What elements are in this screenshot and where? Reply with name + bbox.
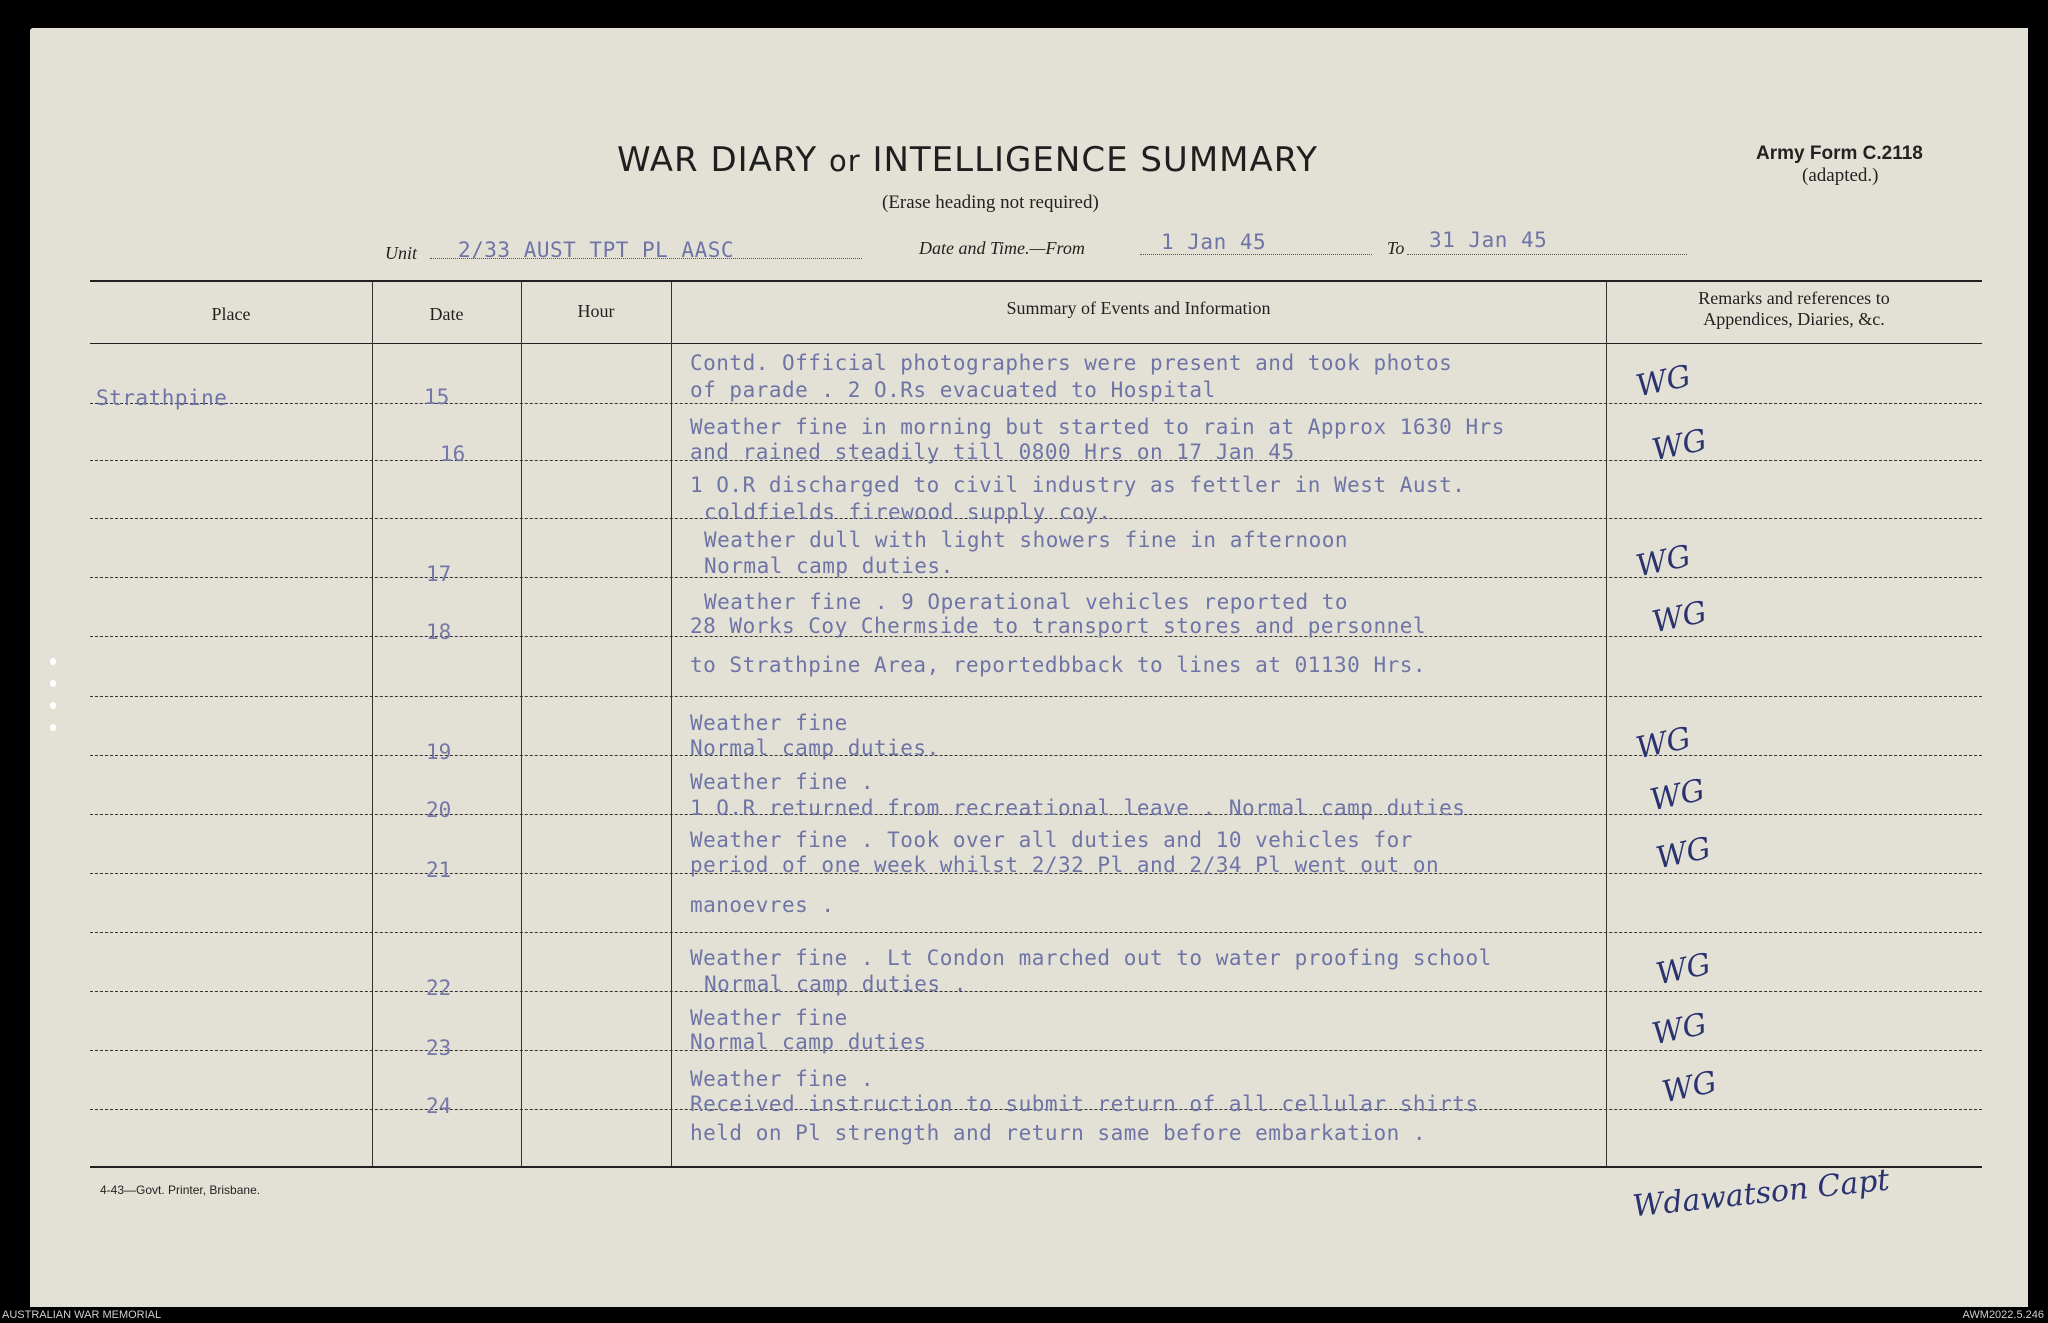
- initials-mark: WG: [1632, 358, 1694, 405]
- from-dotted-line: [1140, 254, 1372, 255]
- unit-label: Unit: [385, 243, 418, 263]
- summary-line: period of one week whilst 2/32 Pl and 2/34 Pl went out on: [690, 853, 1440, 877]
- unit-value: 2/33 AUST TPT PL AASC: [458, 238, 735, 262]
- row-line: [90, 577, 1982, 578]
- date-18: 18: [426, 620, 452, 644]
- to-dotted-line: [1407, 254, 1687, 255]
- war-diary-sheet: [30, 28, 2028, 1307]
- row-line: [90, 932, 1982, 933]
- initials-mark: WG: [1658, 1064, 1720, 1111]
- summary-line: Weather fine in morning but started to rain at Approx 1630 Hrs: [690, 415, 1505, 439]
- from-value: 1 Jan 45: [1161, 230, 1267, 254]
- subtitle: (Erase heading not required): [882, 192, 1099, 213]
- table-top-rule: [90, 280, 1982, 282]
- summary-line: Weather fine: [690, 1006, 848, 1030]
- date-22: 22: [426, 976, 452, 1000]
- date-23: 23: [426, 1036, 452, 1060]
- credit-left: AUSTRALIAN WAR MEMORIAL: [2, 1309, 162, 1321]
- to-value: 31 Jan 45: [1429, 228, 1548, 252]
- date-16: 16: [440, 442, 466, 466]
- date-20: 20: [426, 798, 452, 822]
- signature: Wdawatson Capt: [1630, 1162, 1892, 1225]
- row-line: [90, 403, 1982, 404]
- table-header-rule: [90, 343, 1982, 344]
- title-part-2: INTELLIGENCE SUMMARY: [872, 140, 1318, 180]
- summary-line: 28 Works Coy Chermside to transport stores and personnel: [690, 614, 1427, 638]
- title-part-1: WAR DIARY: [617, 140, 818, 180]
- initials-mark: WG: [1648, 1006, 1710, 1053]
- date-17: 17: [426, 562, 452, 586]
- date-19: 19: [426, 740, 452, 764]
- initials-mark: WG: [1648, 422, 1710, 469]
- col-divider-date: [521, 282, 522, 1166]
- summary-line: Normal camp duties.: [690, 736, 940, 760]
- binding-hole: [50, 658, 56, 665]
- initials-mark: WG: [1646, 772, 1708, 819]
- binding-hole: [50, 680, 56, 687]
- form-note: (adapted.): [1802, 165, 1879, 186]
- summary-line: coldfields firewood supply coy.: [704, 500, 1112, 524]
- col-header-hour: Hour: [577, 301, 615, 321]
- printer-imprint: 4-43—Govt. Printer, Brisbane.: [100, 1183, 261, 1197]
- summary-line: Normal camp duties .: [704, 972, 967, 996]
- form-number: Army Form C.2118: [1756, 143, 1923, 164]
- initials-mark: WG: [1652, 946, 1714, 993]
- summary-line: Weather fine .: [690, 1067, 875, 1091]
- summary-line: Normal camp duties.: [704, 554, 954, 578]
- page-title: [617, 140, 1318, 180]
- summary-line: Weather dull with light showers fine in afternoon: [704, 528, 1349, 552]
- summary-line: Contd. Official photographers were present and took photos: [690, 351, 1453, 375]
- credit-right: AWM2022.5.246: [1962, 1309, 2044, 1321]
- summary-line: Weather fine . 9 Operational vehicles reported to: [704, 590, 1349, 614]
- col-header-date: Date: [429, 304, 464, 324]
- to-label: To: [1387, 238, 1405, 258]
- initials-mark: WG: [1632, 720, 1694, 767]
- summary-line: Normal camp duties: [690, 1030, 927, 1054]
- date-24: 24: [426, 1094, 452, 1118]
- col-header-remarks: [1606, 288, 1982, 330]
- row-line: [90, 696, 1982, 697]
- binding-hole: [50, 724, 56, 731]
- col-header-summary: Summary of Events and Information: [1006, 298, 1271, 318]
- initials-mark: WG: [1652, 830, 1714, 877]
- summary-line: to Strathpine Area, reportedbback to lines at 01130 Hrs.: [690, 653, 1427, 677]
- summary-line: Weather fine .: [690, 770, 875, 794]
- col-header-place: Place: [211, 304, 251, 324]
- summary-line: Weather fine . Lt Condon marched out to water proofing school: [690, 946, 1492, 970]
- remarks-header-line-2: Appendices, Diaries, &c.: [1703, 309, 1885, 329]
- date-15: 15: [424, 385, 450, 409]
- summary-line: Received instruction to submit return of all cellular shirts: [690, 1092, 1479, 1116]
- summary-line: held on Pl strength and return same before embarkation .: [690, 1121, 1427, 1145]
- summary-line: 1 O.R discharged to civil industry as fettler in West Aust.: [690, 473, 1466, 497]
- col-divider-summary: [1606, 282, 1607, 1166]
- summary-line: manoevres .: [690, 893, 835, 917]
- binding-hole: [50, 702, 56, 709]
- table-bottom-rule: [90, 1166, 1982, 1168]
- date-21: 21: [426, 858, 452, 882]
- title-or: or: [828, 144, 861, 178]
- summary-line: Weather fine: [690, 711, 848, 735]
- from-label: Date and Time.—From: [919, 238, 1085, 258]
- summary-line: Weather fine . Took over all duties and 10 vehicles for: [690, 828, 1413, 852]
- summary-line: 1 O.R returned from recreational leave . Normal camp duties: [690, 796, 1466, 820]
- col-divider-place: [372, 282, 373, 1166]
- initials-mark: WG: [1648, 594, 1710, 641]
- remarks-header-line-1: Remarks and references to: [1698, 288, 1890, 308]
- row-line: [90, 1050, 1982, 1051]
- col-divider-hour: [671, 282, 672, 1166]
- summary-line: of parade . 2 O.Rs evacuated to Hospital: [690, 378, 1216, 402]
- row-line: [90, 991, 1982, 992]
- summary-line: and rained steadily till 0800 Hrs on 17 Jan 45: [690, 440, 1295, 464]
- place-entry: Strathpine: [96, 386, 228, 410]
- initials-mark: WG: [1632, 538, 1694, 585]
- row-line: [90, 755, 1982, 756]
